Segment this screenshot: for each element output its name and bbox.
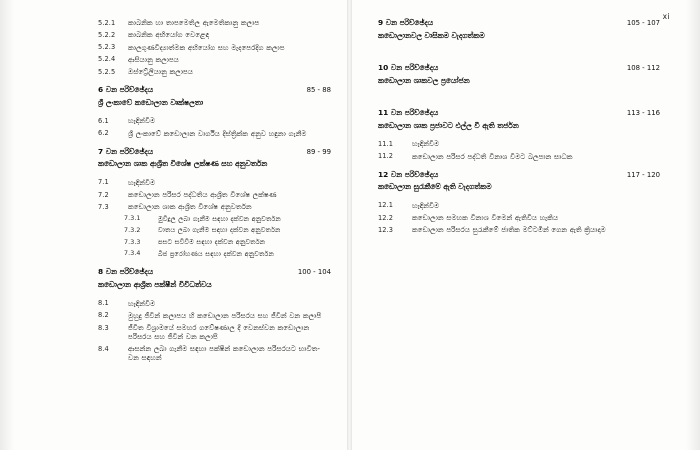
chapter-block-12 xyxy=(378,170,660,192)
toc-entry xyxy=(98,311,331,320)
toc-entry xyxy=(378,213,660,222)
toc-entry-title: ජීවිත විශ්‍රාමයේ සමහර ගවේෂණාල දී වෙනස්වන කඩොලාන පරිසරය සහ ජීවීන් වන කලාපී xyxy=(128,323,310,342)
toc-column-right xyxy=(352,0,686,450)
toc-entry-title: කඩොලාන සමහක විනාශ වීමෙන් ඇතිවිය හැකිය xyxy=(412,213,559,223)
toc-entry-title: හැඳින්වීම xyxy=(412,200,440,210)
chapter-page-range: 117 - 120 xyxy=(626,170,660,179)
toc-entry xyxy=(98,344,331,362)
toc-entry-title: හැඳින්වීම xyxy=(128,116,156,126)
toc-entry-title: කඩොලාන පරිසර පද්ධතිය ආශ්‍රිත විශේෂ ලක්ෂණ xyxy=(128,190,277,199)
toc-entry-title: හැඳින්වීම xyxy=(128,298,156,308)
toc-entry-number: 8.4 xyxy=(98,344,109,353)
toc-subentry-title: වාතය ලබා ගැනීම සඳහා දක්වන අනුවර්තන xyxy=(158,226,281,235)
toc-entry xyxy=(98,55,331,64)
toc-entry-number: 8.1 xyxy=(98,299,109,308)
toc-entry-title: හැඳින්වීම xyxy=(412,139,440,149)
toc-entry-number: 12.2 xyxy=(378,213,394,222)
chapter-heading: 9 වන පරිච්ඡේදය xyxy=(378,18,434,27)
chapter-subtitle: කඩොලාන ශාක ආශ්‍රිත විශේෂ ලක්ෂණ සහ අනුවර්තන xyxy=(98,159,268,169)
toc-entry xyxy=(98,18,331,27)
chapter-block-8 xyxy=(98,267,331,289)
toc-entry-title: කඩොලාන ශාක ආශ්‍රිත විශේෂ අනුවර්තන xyxy=(128,202,252,212)
toc-subentry-number: 7.3.2 xyxy=(124,226,141,234)
chapter-page-range: 85 - 88 xyxy=(306,86,331,95)
toc-entry-number: 5.2.4 xyxy=(98,55,116,64)
toc-entry xyxy=(378,139,660,148)
toc-entry-number: 6.2 xyxy=(98,129,109,138)
toc-subentry-title: පසට සවිවීම සඳහා දක්වන අනුවර්තන xyxy=(158,238,266,247)
chapter-heading: 10 වන පරිච්ඡේදය xyxy=(378,63,439,73)
chapter-subtitle: කඩොලාන ශාක ප්‍රජාවට එල්ල වී ඇති තර්ජන xyxy=(378,120,519,130)
toc-entry-number: 7.1 xyxy=(98,178,109,187)
toc-subentry-title: බීජ ප්‍රරෝහණය සඳහා දක්වන අනුවර්තන xyxy=(158,249,274,258)
toc-entry xyxy=(378,201,660,210)
chapter-block-10 xyxy=(378,63,660,85)
toc-entry-title: කඩොලාන පරිසරය සුරැකීමේ ජාතික මට්ටමින් ගෙන ඇති ක්‍රියාදාම xyxy=(412,225,606,235)
toc-subentry xyxy=(124,226,331,235)
toc-entry-number: 11.1 xyxy=(378,139,394,148)
chapter-subtitle: කඩොලානවල වාසිකම වැදගත්කම xyxy=(378,30,485,40)
chapter-page-range: 113 - 116 xyxy=(626,109,660,118)
toc-entry-title: ඔස්ට්‍රේලියානු කලාපය xyxy=(128,67,193,77)
chapter-heading-row xyxy=(98,267,331,277)
chapter-block-11 xyxy=(378,108,660,130)
toc-entry-title: ශ්‍රී ලංකාවේ කඩොලාන වාර්ගිය දිස්ත්‍රික්ක අනුව හඳුනා ගැනීම xyxy=(128,128,307,138)
toc-subentry-title: මුවිදූල ලබා ගැනීම සඳහා දක්වන අනුවර්තන xyxy=(158,214,281,223)
chapter-heading: 11 වන පරිච්ඡේදය xyxy=(378,108,439,118)
chapter-heading-row xyxy=(378,170,660,180)
page-shadow-left xyxy=(0,0,14,450)
toc-entry-number: 8.2 xyxy=(98,311,109,320)
folio-number: xi xyxy=(662,12,670,21)
toc-entry-number: 11.2 xyxy=(378,152,394,161)
toc-entry-title: හැඳින්වීම xyxy=(128,177,156,187)
toc-entry-number: 5.2.2 xyxy=(98,30,116,39)
toc-entry-number: 12.1 xyxy=(378,201,394,210)
toc-subentry xyxy=(124,215,331,224)
toc-subentry-number: 7.3.1 xyxy=(124,215,141,223)
toc-entry xyxy=(98,116,331,125)
toc-entry-number: 5.2.1 xyxy=(98,18,116,27)
toc-entry xyxy=(98,190,331,199)
chapter-page-range: 108 - 112 xyxy=(626,64,660,73)
toc-entry xyxy=(378,152,660,161)
chapter-subtitle: කඩොලාන සුරැකීමේ ඇති වැදගත්කම xyxy=(378,182,492,192)
chapter-subtitle: ශ්‍රී ලංකාවේ කඩොලාන වෘක්ෂලතා xyxy=(98,97,204,107)
chapter-heading: 12 වන පරිච්ඡේදය xyxy=(378,169,439,179)
toc-entry-title: කඩොලාන පරිසර පද්ධති විනාශ වීමට බලපාන සාධක xyxy=(412,151,573,161)
chapter-heading-row xyxy=(98,85,331,95)
toc-subentry-number: 7.3.3 xyxy=(124,238,141,246)
chapter-heading: 8 වන පරිච්ඡේදය xyxy=(98,267,154,277)
toc-entry-title: මුහුදු ජීවීන් කලාපය හි කඩොලාන පරිසරය සහ ජීවීන් වන කලාපී xyxy=(128,310,322,320)
chapter-block-9 xyxy=(378,18,660,40)
chapter-subtitle: කඩොලාන ආශ්‍රිත පක්ෂීන් විවිධත්වය xyxy=(98,279,212,289)
chapter-heading: 7 වන පරිච්ඡේදය xyxy=(98,146,154,156)
toc-entry-number: 6.1 xyxy=(98,116,109,125)
chapter-subtitle: කඩොලාන ශාකවල ප්‍රයෝජන xyxy=(378,75,470,85)
page-shadow-right xyxy=(686,0,700,450)
toc-entry xyxy=(98,43,331,52)
toc-entry-title: කාබනික හා තාපමෙතිල ඇමෙතිකානු කලාප xyxy=(128,18,260,27)
toc-entry-title: කාබනික අභියෝග වෙළෙඳ xyxy=(128,30,210,40)
toc-subentry-number: 7.3.4 xyxy=(124,250,141,258)
toc-entry xyxy=(98,67,331,76)
toc-entry-number: 7.3 xyxy=(98,202,109,211)
chapter-heading-row xyxy=(98,147,331,157)
toc-entry-number: 8.3 xyxy=(98,323,109,332)
chapter-page-range: 100 - 104 xyxy=(297,268,331,277)
chapter-page-range: 89 - 99 xyxy=(306,147,331,156)
chapter-heading: 6 වන පරිච්ඡේදය xyxy=(98,85,154,95)
toc-column-left xyxy=(14,0,347,450)
toc-entry-title: කාලගුණවිද්‍යාත්මක අභියෝග සහ මැදපෙරදිග කලාප xyxy=(128,42,285,52)
toc-entry-number: 12.3 xyxy=(378,225,394,234)
chapter-block-6 xyxy=(98,85,331,107)
toc-entry-number: 7.2 xyxy=(98,190,109,199)
toc-entry-number: 5.2.3 xyxy=(98,43,116,52)
toc-entry xyxy=(98,299,331,308)
toc-entry-number: 5.2.5 xyxy=(98,67,116,76)
toc-entry xyxy=(98,30,331,39)
chapter-heading-row xyxy=(378,18,660,28)
toc-entry-title: ආසන්න ලබා ගැනීම සඳහා පක්ෂීන් කඩොලාන පරිසරයට භාවිත-වන සඳහන් xyxy=(128,344,320,363)
toc-entry xyxy=(98,129,331,138)
toc-entry xyxy=(98,323,331,341)
toc-subentry xyxy=(124,238,331,247)
chapter-block-7 xyxy=(98,147,331,169)
toc-entry xyxy=(378,225,660,234)
chapter-page-range: 105 - 107 xyxy=(626,19,660,27)
toc-entry-title: ආසියානු කලාපය xyxy=(128,54,179,64)
toc-entry xyxy=(98,178,331,187)
toc-entry xyxy=(98,202,331,211)
chapter-heading-row xyxy=(378,108,660,118)
toc-subentry xyxy=(124,250,331,259)
chapter-heading-row xyxy=(378,63,660,73)
